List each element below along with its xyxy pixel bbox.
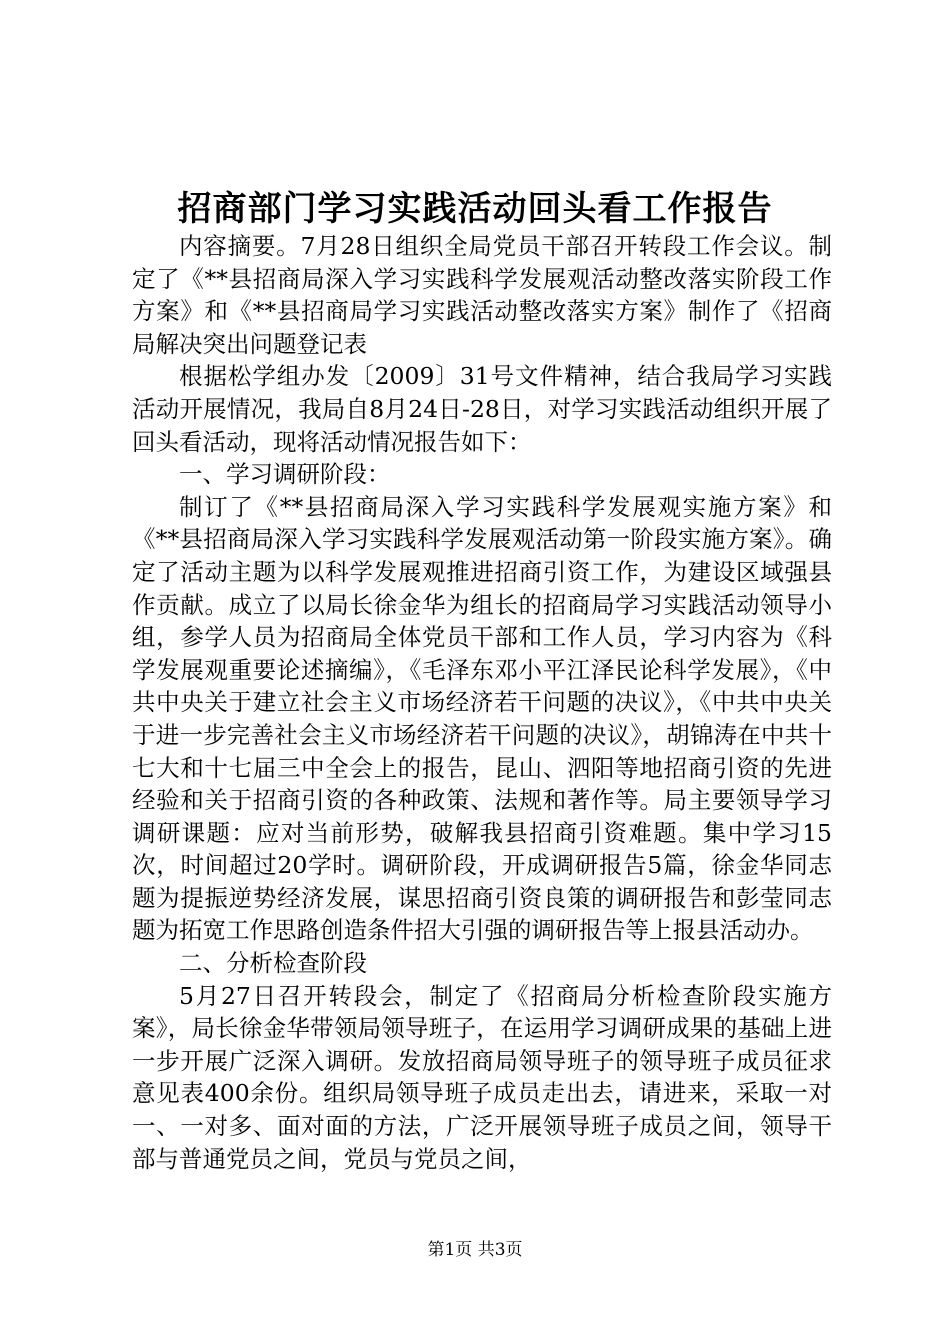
section-heading-analysis-check: 二、分析检查阶段 bbox=[179, 949, 367, 978]
document-body bbox=[132, 230, 832, 1175]
paragraph-study-research: 制订了《**县招商局深入学习实践科学发展观实施方案》和《**县招商局深入学习实践科学发展观活动第一阶段实施方案》。确定了活动主题为以科学发展观推进招商引资工作，为建设区域强县作贡献。成立了以局长徐金华为组长的招商局学习实践活动领导小组，参学人员为招商局全体党员干部和工作人员，学习内容为《科学发展观重要论述摘编》，《毛泽东邓小平江泽民论科学发展》，《中共中央关于建立社会主义市场经济若干问题的决议》，《中共中央关于进一步完善社会主义市场经济若干问题的决议》，胡锦涛在中共十七大和十七届三中全会上的报告，昆山、泗阳等地招商引资的先进经验和关于招商引资的各种政策、法规和著作等。局主要领导学习调研课题：应对当前形势，破解我县招商引资难题。集中学习15次，时间超过20学时。调研阶段，开成调研报告5篇，徐金华同志题为提振逆势经济发展，谋思招商引资良策的调研报告和彭莹同志题为拓宽工作思路创造条件招大引强的调研报告等上报县活动办。 bbox=[132, 492, 832, 945]
paragraph-analysis-check: 5月27日召开转段会，制定了《招商局分析检查阶段实施方案》，局长徐金华带领局领导班子，在运用学习调研成果的基础上进一步开展广泛深入调研。发放招商局领导班子的领导班子成员征求意见表400余份。组织局领导班子成员走出去，请进来，采取一对一、一对多、面对面的方法，广泛开展领导班子成员之间，领导干部与普通党员之间，党员与党员之间， bbox=[132, 981, 832, 1173]
document-title: 招商部门学习实践活动回头看工作报告 bbox=[177, 189, 773, 229]
paragraph-summary: 内容摘要。7月28日组织全局党员干部召开转段工作会议。制定了《**县招商局深入学习实践科学发展观活动整改落实阶段工作方案》和《**县招商局学习实践活动整改落实方案》制作了《招商局解决突出问题登记表 bbox=[132, 232, 832, 358]
page-number-footer: 第1页 共3页 bbox=[427, 1240, 523, 1260]
section-heading-study-research: 一、学习调研阶段： bbox=[179, 460, 391, 489]
paragraph-intro: 根据松学组办发〔2009〕31号文件精神，结合我局学习实践活动开展情况，我局自8月24日-28日，对学习实践活动组织开展了回头看活动，现将活动情况报告如下： bbox=[132, 362, 832, 456]
